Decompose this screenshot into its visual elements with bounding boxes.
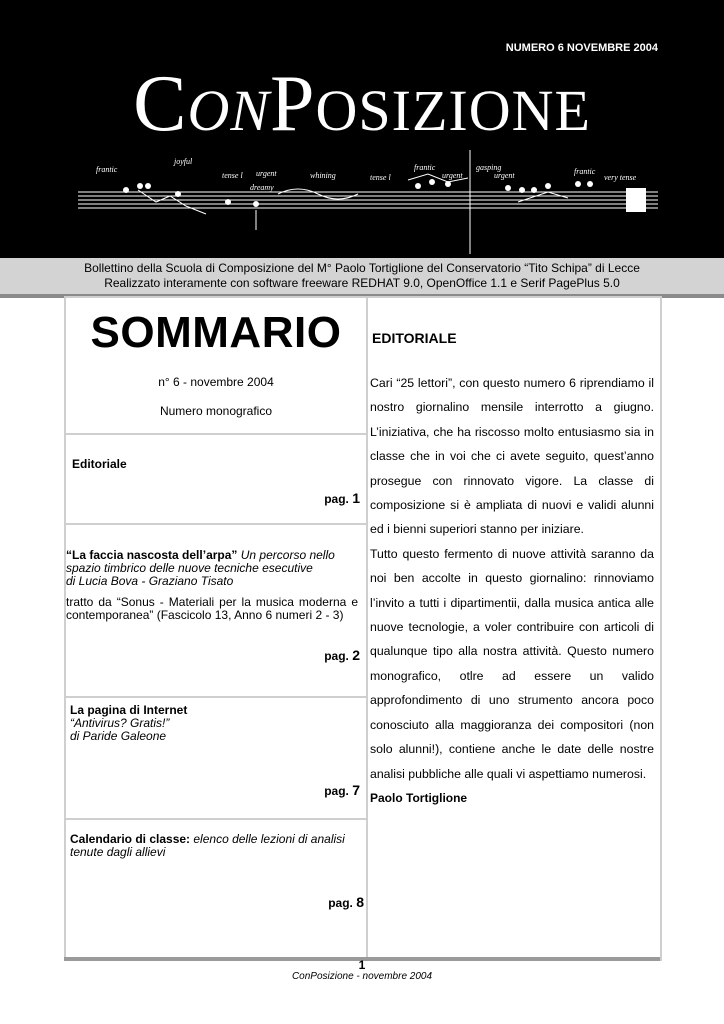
toc-entry-arpa[interactable] (66, 549, 358, 622)
toc-entry-desc: elenco delle lezioni di analisi tenute dagli allievi (70, 832, 345, 859)
score-annotation: tense l (370, 173, 391, 182)
issue-label: NUMERO 6 NOVEMBRE 2004 (505, 42, 658, 54)
score-annotation: dreamy (250, 183, 274, 192)
section-separator (66, 818, 366, 820)
score-annotation: urgent (256, 169, 277, 178)
footer-text: ConPosizione - novembre 2004 (291, 971, 433, 982)
toc-entry-authors: di Lucia Bova - Graziano Tisato (66, 574, 234, 588)
type-line: Numero monografico (159, 404, 273, 418)
score-annotation: frantic (574, 167, 596, 176)
subtitle-bar (0, 258, 724, 298)
toc-page-calendario: pag. 8 (328, 894, 364, 910)
section-separator (66, 523, 366, 525)
toc-entry-title: La pagina di Internet (70, 703, 188, 717)
toc-page-editoriale: pag. 1 (324, 490, 360, 506)
score-annotation: joyful (174, 157, 193, 166)
editoriale-author: Paolo Tortiglione (370, 791, 468, 805)
score-annotation: frantic (96, 165, 118, 174)
editoriale-title: EDITORIALE (372, 330, 457, 346)
toc-page-internet: pag. 7 (324, 782, 360, 798)
score-annotation: tense l (222, 171, 243, 180)
score-annotation: frantic (414, 163, 436, 172)
score-annotation: whining (310, 171, 336, 180)
toc-entry-title: “La faccia nascosta dell’arpa” (66, 548, 238, 562)
section-separator (66, 696, 366, 698)
toc-entry-author: di Paride Galeone (70, 729, 167, 743)
score-annotation: urgent (442, 171, 463, 180)
editoriale-paragraph: Cari “25 lettori”, con questo numero 6 riprendiamo il nostro giornalino mensile interrotto a giugno. L’iniziativa, che ha riscosso molto entusiasmo sia in classe che in voi che ci avete seguito, quest’anno prosegue con rinnovato vigore. La classe di composizione si è ampliata di nuovi e validi alunni ed i bienni superiori stanno per iniziare. (370, 376, 654, 537)
section-separator (66, 433, 366, 435)
toc-entry-source: tratto da “Sonus - Materiali per la musica moderna e contemporanea” (Fascicolo 13, Anno 6 numeri 2 - 3) (66, 595, 358, 622)
score-annotation: gasping (476, 163, 502, 172)
editoriale-paragraph: Tutto questo fermento di nuove attività saranno da noi ben accolte in questo giornalino: rinnoviamo l’invito a tutti i dipartimentii, dalla musica antica alle nuove tecnologie, a voler contribuire con articoli di qualunque tipo alla nostra attività. Questo numero monografico, otlre ad essere un valido approfondimento di uno strumento ancora poco conosciuto alla maggioranza dei compositori (non solo alunni!), contiene anche le date delle nostre analisi pubbliche alle quali vi aspettiamo numerosi. (370, 546, 654, 781)
toc-entry-title: Calendario di classe: (70, 832, 191, 846)
page-number: 1 (358, 958, 366, 972)
score-annotation: very tense (604, 173, 637, 182)
publication-title: CONPOSIZIONE (133, 60, 591, 148)
toc-entry-subtitle: “Antivirus? Gratis!” (70, 716, 170, 730)
toc-page-arpa: pag. 2 (324, 647, 360, 663)
issue-line: n° 6 - novembre 2004 (158, 375, 274, 389)
music-score-graphic (78, 150, 658, 254)
sommario-title: SOMMARIO (90, 308, 342, 357)
subtitle-line-2: Realizzato interamente con software freeware REDHAT 9.0, OpenOffice 1.1 e Serif PagePlus 5.0 (104, 276, 620, 290)
toc-entry-editoriale[interactable]: Editoriale (72, 457, 127, 471)
toc-entry-calendario[interactable] (70, 833, 362, 859)
score-annotation: urgent (494, 171, 515, 180)
svg-text:frantic joyful tense l (96, 157, 637, 192)
column-divider (366, 296, 368, 959)
toc-entry-internet[interactable] (70, 704, 362, 743)
subtitle-line-1: Bollettino della Scuola di Composizione del M° Paolo Tortiglione del Conservatorio “Tito Schipa” di Lecce (84, 261, 640, 275)
toc-entry-desc: Un percorso nello spazio timbrico delle nuove tecniche esecutive (66, 548, 335, 575)
editoriale-body (370, 371, 654, 786)
